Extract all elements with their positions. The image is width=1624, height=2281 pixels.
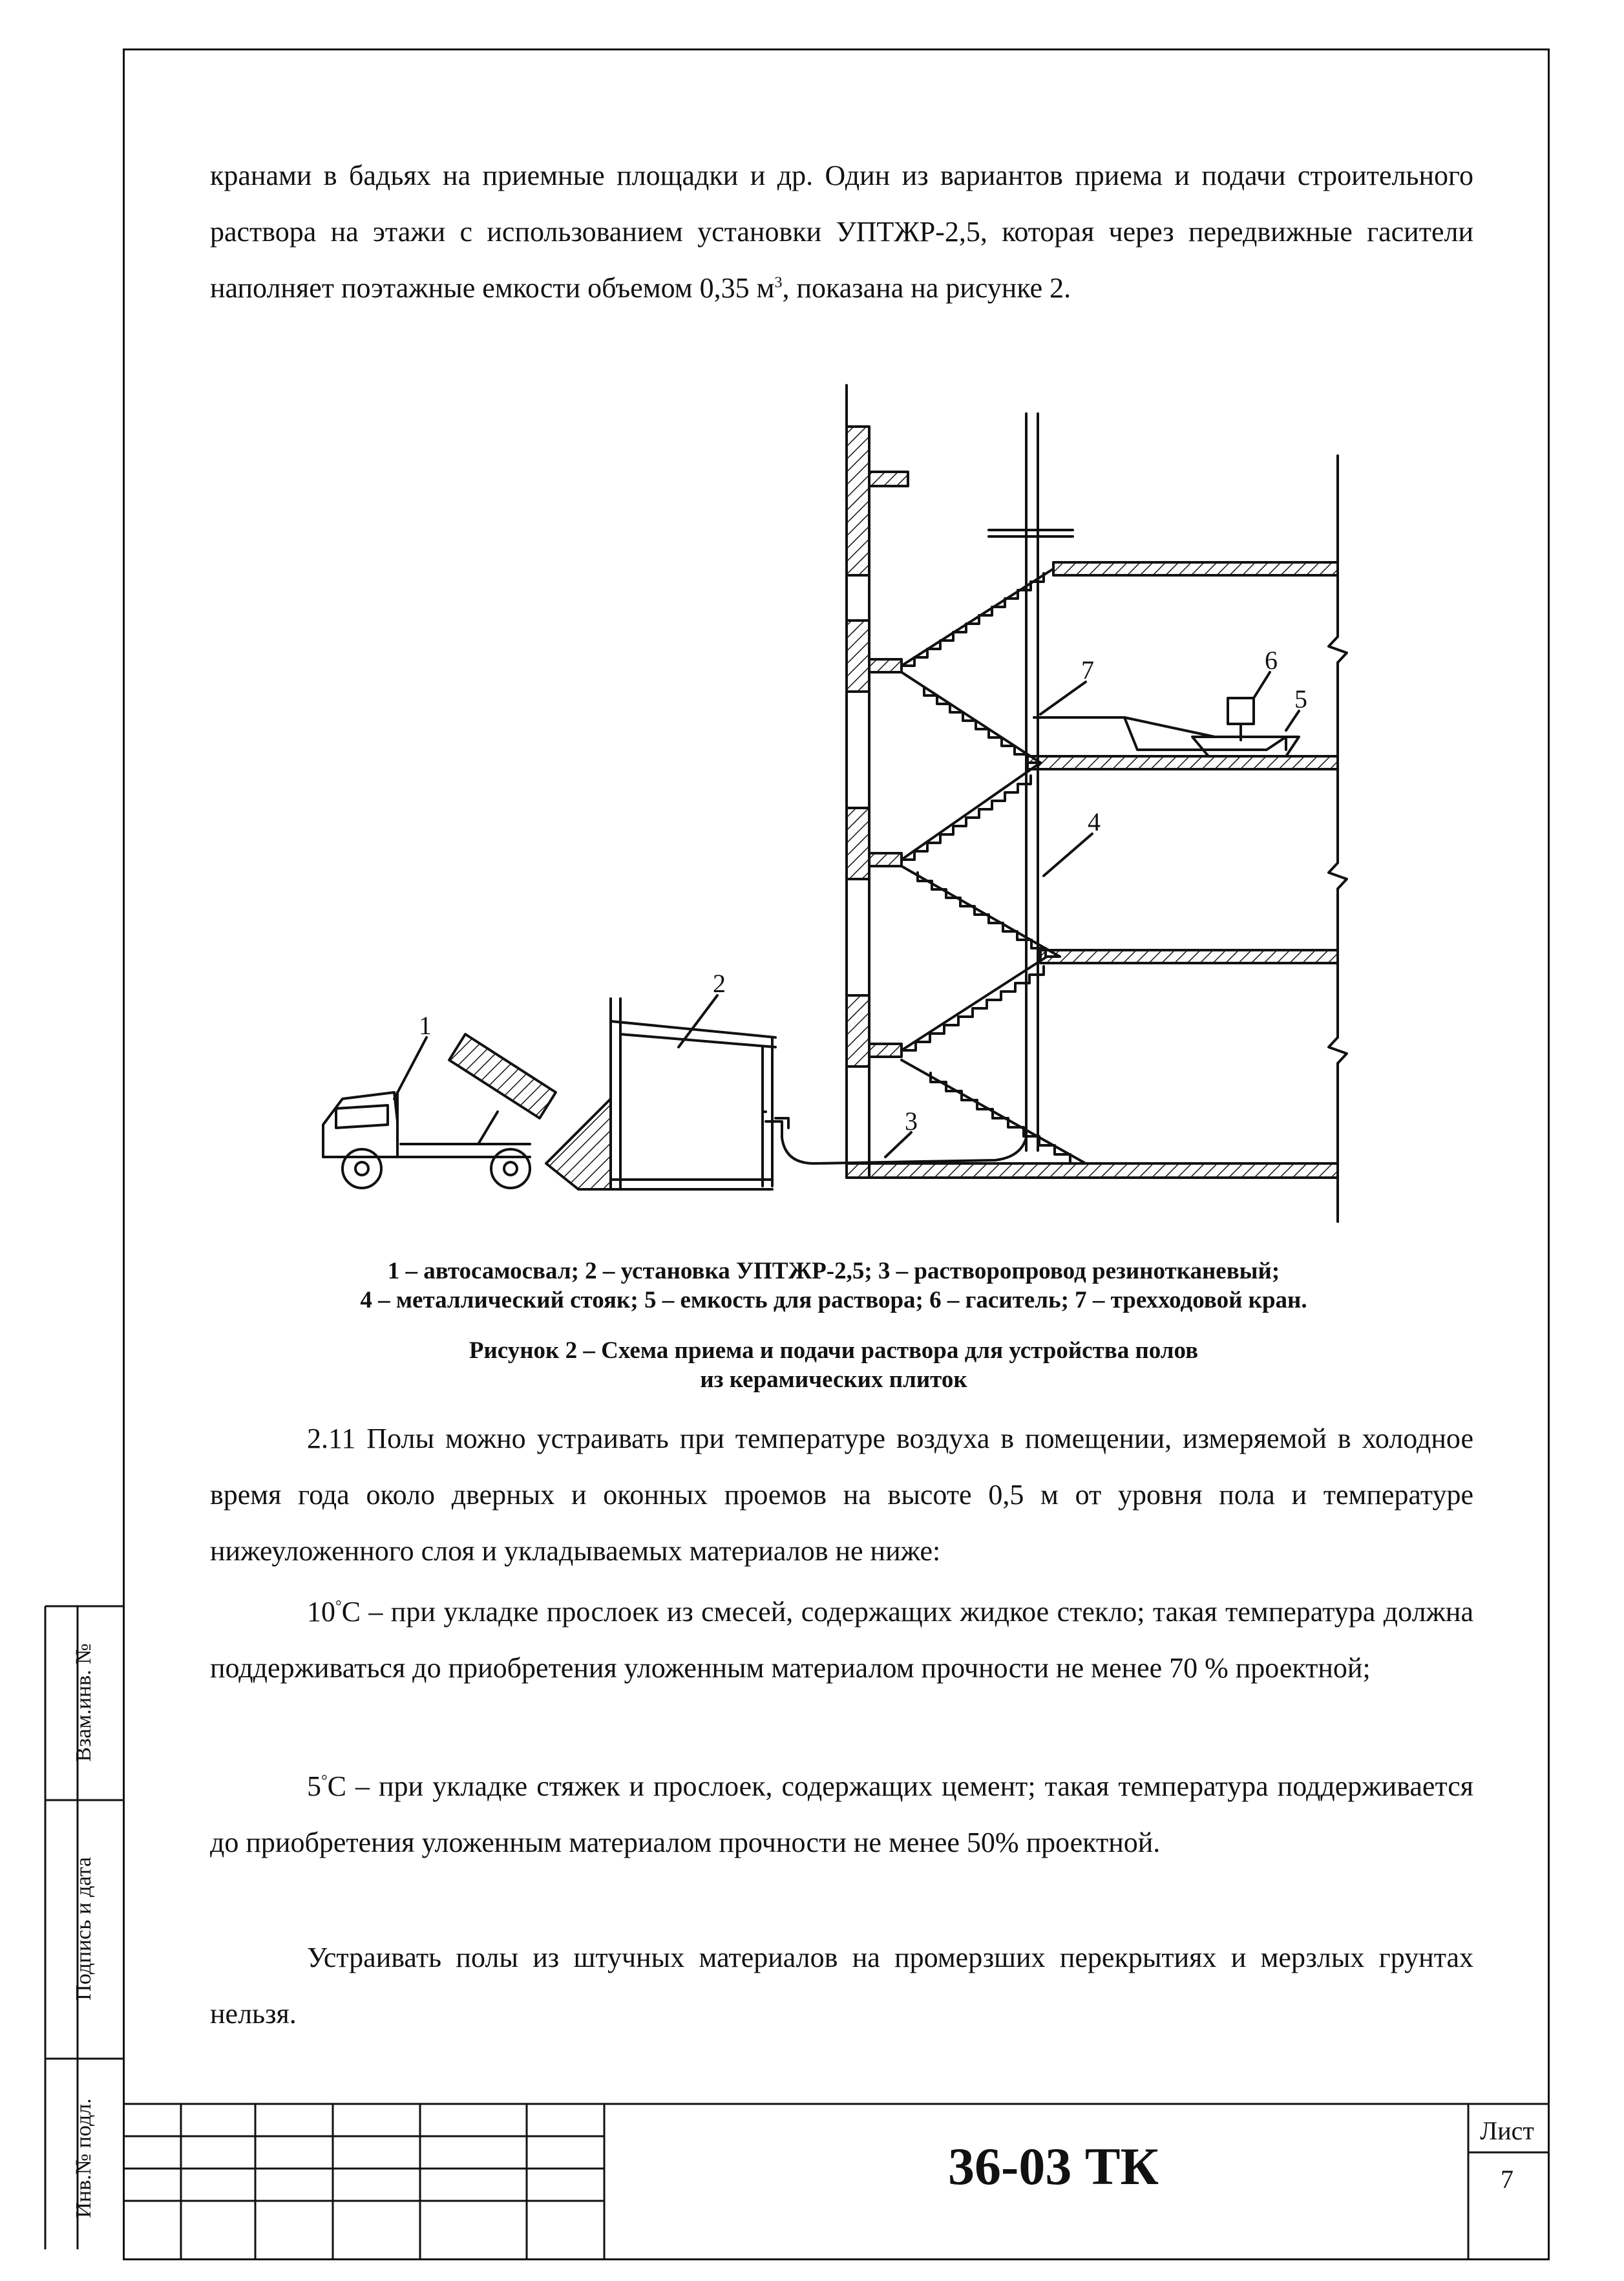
temp-5: 5 [307,1770,321,1802]
paragraph-5c-text: С – при укладке стяжек и прослоек, содержащих цемент; такая температура поддерживается до приобретения уложенным материалом прочности не менее 50% проектной. [210,1770,1473,1858]
figure-label-2: 2 [713,969,726,998]
paragraph-intro-end: , показана на рисунке 2. [782,272,1071,304]
stamp-vzam-inv: Взам.инв. № [72,1643,96,1762]
sheet-number: 7 [1501,2165,1513,2194]
figure-label-1: 1 [419,1011,432,1040]
figure-legend-line-1: 1 – автосамосвал; 2 – установка УПТЖР-2,5; 3 – растворопровод резинотканевый; [387,1258,1280,1284]
paragraph-10c-text: С – при укладке прослоек из смесей, содержащих жидкое стекло; такая температура должна поддерживаться до приобретения уложенным материалом прочности не менее 70 % проектной; [210,1596,1473,1684]
paragraph-no-frozen: Устраивать полы из штучных материалов на промерзших перекрытиях и мерзлых грунтах нельзя. [210,1942,1473,2030]
sheet-label: Лист [1480,2116,1534,2145]
figure-label-3: 3 [905,1107,918,1136]
figure-label-6: 6 [1265,646,1278,675]
degree-sign: ° [321,1772,328,1790]
stamp-podpis-data: Подпись и дата [72,1857,96,2000]
paragraph-intro-text: кранами в бадьях на приемные площадки и др. Один из вариантов приема и подачи строительного раствора на этажи с использованием установки УПТЖР-2,5, которая через передвижные гасители наполняет поэтажные емкости объемом 0,35 м [210,160,1473,304]
figure-label-5: 5 [1294,684,1307,714]
figure-caption-line-2: из керамических плиток [700,1366,967,1393]
document-code: 36-03 ТК [948,2137,1159,2196]
figure-label-7: 7 [1081,655,1094,684]
stamp-inv-podl: Инв.№ подл. [72,2098,96,2218]
paragraph-2-11: 2.11 Полы можно устраивать при температуре воздуха в помещении, измеряемой в холодное время года около дверных и оконных проемов на высоте 0,5 м от уровня пола и температуре нижеуложенного слоя и укладываемых материалов не ниже: [210,1423,1473,1567]
temp-10: 10 [307,1596,335,1628]
figure-label-4: 4 [1088,807,1101,836]
superscript-cubic: 3 [774,274,783,292]
degree-sign: ° [335,1598,342,1615]
figure-caption-line-1: Рисунок 2 – Схема приема и подачи раствора для устройства полов [469,1337,1199,1364]
figure-legend-line-2: 4 – металлический стояк; 5 – емкость для раствора; 6 – гаситель; 7 – трехходовой кран. [360,1287,1307,1313]
